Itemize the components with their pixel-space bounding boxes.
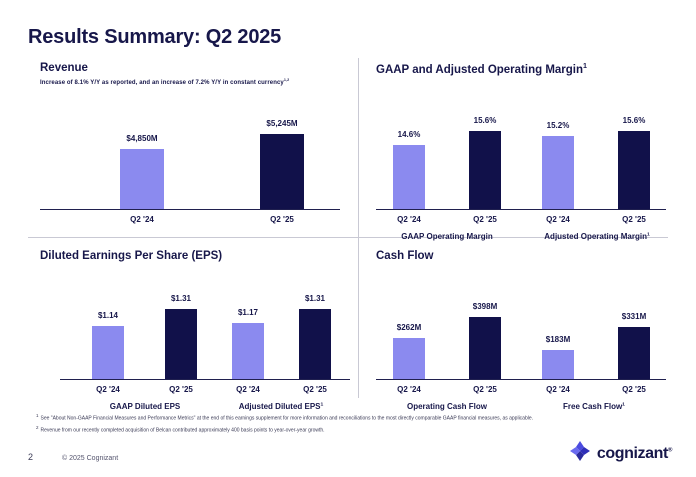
cognizant-trademark: ® [667, 447, 672, 454]
bar-value-label: 15.6% [622, 116, 646, 125]
panel-revenue-title: Revenue [40, 62, 88, 74]
chart-operating-margin [376, 86, 676, 241]
bar-adjusted-margin-q225 [618, 131, 650, 209]
bar-value-label: $183M [545, 335, 571, 344]
bar-category-label: Q2 '25 [473, 385, 497, 394]
panel-margin-title [376, 62, 676, 76]
bar-revenue-q225 [260, 134, 304, 209]
cognizant-logo [569, 440, 672, 467]
panel-cashflow-title: Cash Flow [376, 250, 434, 262]
bar-value-label: $331M [621, 312, 647, 321]
bar-gaap-margin-q224 [393, 145, 425, 209]
group-label-adjusted-operating-margin [526, 232, 668, 241]
chart-revenue-baseline [40, 209, 340, 210]
panel-eps-title: Diluted Earnings Per Share (EPS) [40, 250, 223, 262]
panel-revenue [40, 62, 350, 232]
panel-margin-title-text: GAAP and Adjusted Operating Margin [376, 63, 584, 76]
footnote-marker: 1 [36, 413, 39, 418]
footnote-item [36, 424, 656, 436]
bar-value-label: 15.6% [473, 116, 497, 125]
panel-revenue-subtitle [40, 78, 350, 86]
bar-value-label: 14.6% [397, 130, 421, 139]
bar-value-label: $398M [472, 302, 498, 311]
bar-category-label: Q2 '24 [546, 385, 570, 394]
page-number: 2 [28, 452, 34, 462]
cognizant-wordmark [597, 445, 672, 463]
bar-adjusted-eps-q224 [232, 323, 264, 379]
bar-category-label: Q2 '24 [397, 215, 421, 224]
bar-value-label: 15.2% [546, 121, 570, 130]
bar-category-label: Q2 '24 [397, 385, 421, 394]
bar-category-label: Q2 '25 [622, 385, 646, 394]
group-label-sup: 1 [622, 402, 625, 408]
panel-cash-flow [376, 250, 676, 411]
copyright-text: © 2025 Cognizant [62, 455, 119, 462]
bar-free-cash-flow-q225 [618, 327, 650, 379]
chart-eps-baseline [60, 379, 350, 380]
bar-operating-cash-flow-q224 [393, 338, 425, 379]
chart-cashflow-baseline [376, 379, 666, 380]
cognizant-wordmark-text: cognizant [596, 444, 668, 462]
panel-operating-margin [376, 62, 676, 241]
footnote-marker: 2 [36, 424, 39, 430]
panel-diluted-eps [40, 250, 350, 411]
bar-gaap-eps-q224 [92, 326, 124, 379]
group-label-gaap-operating-margin: GAAP Operating Margin [401, 232, 493, 241]
bar-value-label: $4,850M [126, 134, 158, 143]
divider-vertical [358, 58, 359, 398]
bar-value-label: $1.14 [97, 311, 119, 320]
bar-free-cash-flow-q224 [542, 350, 574, 379]
bar-value-label: $5,245M [266, 119, 298, 128]
bar-value-label: $262M [396, 323, 422, 332]
panel-revenue-subtitle-text: Increase of 8.1% Y/Y as reported, and an increase of 7.2% Y/Y in constant currency [40, 80, 284, 86]
bar-operating-cash-flow-q225 [469, 317, 501, 379]
chart-revenue [40, 92, 350, 222]
group-label-gaap-diluted-eps: GAAP Diluted EPS [109, 402, 181, 411]
bar-category-label: Q2 '24 [96, 385, 120, 394]
group-label-adjusted-diluted-eps [215, 402, 347, 411]
footnote-item [36, 412, 656, 424]
cognizant-mark-icon [569, 440, 591, 467]
panel-revenue-subtitle-sup: 1,2 [283, 78, 290, 82]
bar-category-label: Q2 '24 [546, 215, 570, 224]
bar-adjusted-margin-q224 [542, 136, 574, 209]
group-label-operating-cash-flow: Operating Cash Flow [406, 402, 487, 411]
bar-value-label: $1.17 [237, 308, 259, 317]
bar-category-label: Q2 '25 [622, 215, 646, 224]
bar-value-label: $1.31 [170, 294, 192, 303]
group-label-text: Adjusted Operating Margin [544, 232, 647, 241]
bar-category-label: Q2 '25 [270, 215, 294, 224]
group-label-free-cash-flow [539, 402, 649, 411]
bar-category-label: Q2 '25 [169, 385, 193, 394]
group-label-text: Adjusted Diluted EPS [238, 402, 321, 411]
panel-margin-title-sup: 1 [583, 62, 587, 70]
footnote-text: See "About Non-GAAP Financial Measures and Performance Metrics" at the end of this earnings supplement for more information and reconciliations to the most directly comparable GAAP financial measures, as applicable. [40, 415, 534, 422]
bar-value-label: $1.31 [304, 294, 326, 303]
bar-gaap-margin-q225 [469, 131, 501, 209]
chart-diluted-eps [40, 274, 350, 411]
bar-gaap-eps-q225 [165, 309, 197, 379]
bar-category-label: Q2 '25 [473, 215, 497, 224]
page-title: Results Summary: Q2 2025 [28, 26, 282, 48]
bar-category-label: Q2 '24 [130, 215, 154, 224]
bar-adjusted-eps-q225 [299, 309, 331, 379]
group-label-sup: 1 [646, 232, 650, 238]
group-label-sup: 1 [320, 402, 324, 408]
bar-revenue-q224 [120, 149, 164, 209]
footnotes [36, 412, 656, 435]
chart-margin-baseline [376, 209, 666, 210]
chart-cash-flow [376, 274, 676, 411]
footnote-text: Revenue from our recently completed acquisition of Belcan contributed approximately 400 basis points to year-over-year growth. [40, 427, 325, 434]
bar-category-label: Q2 '24 [236, 385, 260, 394]
group-label-text: Free Cash Flow [563, 402, 623, 411]
bar-category-label: Q2 '25 [303, 385, 327, 394]
